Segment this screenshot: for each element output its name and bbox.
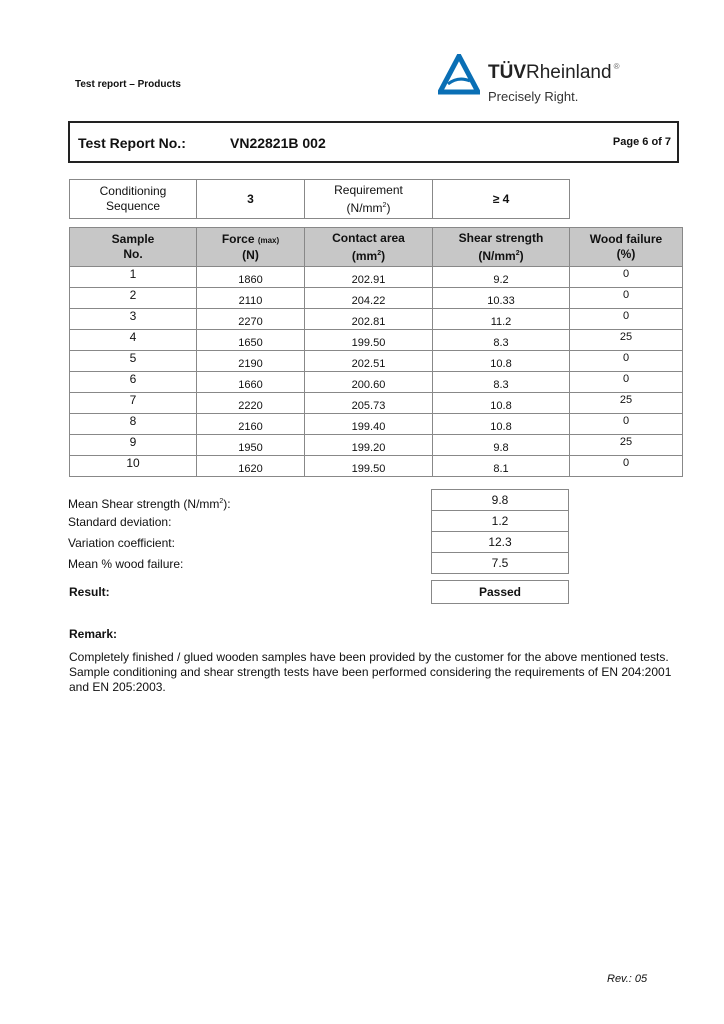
result-table — [431, 580, 569, 604]
header-force: Force (max) (N) — [197, 228, 305, 267]
cell-text: 5 — [129, 351, 137, 365]
header-contact-area: Contact area $(mm^2)$ — [305, 228, 433, 267]
table-row — [70, 309, 683, 330]
cell-text: 199.50 — [351, 337, 386, 349]
cell-text: 10.33 — [487, 295, 515, 307]
document-type: Test report – Products — [75, 79, 181, 90]
cell-contact-area — [305, 456, 433, 477]
cell-text: 3 — [129, 309, 137, 323]
variation-coefficient-label: Variation coefficient: — [68, 536, 175, 550]
result-label: Result: — [69, 585, 110, 599]
cell-wood-failure — [570, 435, 683, 456]
cell-text: 0 — [622, 352, 630, 364]
cell-shear-strength — [433, 351, 570, 372]
cell-text: 202.91 — [351, 274, 386, 286]
cell-text: 1860 — [238, 274, 263, 286]
brand-tagline: Precisely Right. — [488, 89, 579, 104]
cell-contact-area — [305, 330, 433, 351]
report-number-label: Test Report No.: — [78, 135, 186, 151]
cell-text: 8.3 — [493, 379, 509, 391]
result-value: Passed — [432, 581, 569, 604]
cell-wood-failure — [570, 456, 683, 477]
cell-text: 0 — [622, 289, 630, 301]
cell-contact-area — [305, 393, 433, 414]
header-sample-no: Sample No. — [70, 228, 197, 267]
table-row — [70, 267, 683, 288]
cell-wood-failure — [570, 414, 683, 435]
triangle-logo-icon — [438, 54, 480, 96]
cell-force — [197, 456, 305, 477]
statistics-labels — [68, 491, 231, 575]
cell-text: 10.8 — [490, 400, 512, 412]
requirement-label: Requirement $(N/mm^2)$ — [305, 180, 433, 219]
cell-text: 10.8 — [490, 358, 512, 370]
cell-text: 202.51 — [351, 358, 386, 370]
cell-text: 199.40 — [351, 421, 386, 433]
cell-contact-area — [305, 351, 433, 372]
remark-text: Completely finished / glued wooden samples have been provided by the customer for the above mentioned tests. Sample conditioning and shear strength tests have been performed considering the requirements of EN 204:2001 and EN 205:2003. — [69, 650, 672, 694]
cell-text: 204.22 — [351, 295, 386, 307]
cell-force — [197, 309, 305, 330]
cell-contact-area — [305, 288, 433, 309]
remark-title: Remark: — [69, 627, 118, 641]
cell-force — [197, 288, 305, 309]
cell-force — [197, 372, 305, 393]
cell-text: 1620 — [238, 463, 263, 475]
cell-sample-no — [70, 456, 197, 477]
cell-force — [197, 393, 305, 414]
cell-sample-no — [70, 267, 197, 288]
cell-text: 0 — [622, 415, 630, 427]
cell-force — [197, 267, 305, 288]
header-shear-strength: Shear strength $(N/mm^2)$ — [433, 228, 570, 267]
cell-text: 11.2 — [490, 316, 512, 328]
cell-text: 1650 — [238, 337, 263, 349]
variation-coefficient-value: 12.3 — [432, 532, 569, 553]
cell-contact-area — [305, 267, 433, 288]
cell-shear-strength — [433, 414, 570, 435]
cell-text: 10 — [126, 456, 140, 470]
cell-text: 0 — [622, 310, 630, 322]
cell-text: 4 — [129, 330, 137, 344]
shear-results-table — [69, 227, 683, 477]
cell-text: 25 — [619, 436, 633, 448]
cell-shear-strength — [433, 267, 570, 288]
cell-sample-no — [70, 393, 197, 414]
page-number: Page 6 of 7 — [612, 136, 671, 148]
table-row — [70, 372, 683, 393]
cell-text: 25 — [619, 331, 633, 343]
cell-text: 2160 — [238, 421, 263, 433]
table-row — [70, 435, 683, 456]
cell-force — [197, 435, 305, 456]
table-row — [70, 330, 683, 351]
cell-text: 0 — [622, 268, 630, 280]
statistics-values-table — [431, 489, 569, 574]
cell-contact-area — [305, 372, 433, 393]
cell-wood-failure — [570, 393, 683, 414]
cell-shear-strength — [433, 456, 570, 477]
cell-text: 199.50 — [351, 463, 386, 475]
cell-text: 25 — [619, 394, 633, 406]
cell-text: 200.60 — [351, 379, 386, 391]
cell-text: 9.8 — [493, 442, 509, 454]
conditioning-table — [69, 179, 570, 219]
cell-text: 9.2 — [493, 274, 509, 286]
cell-text: 202.81 — [351, 316, 386, 328]
table-row — [70, 393, 683, 414]
cell-text: 7 — [129, 393, 137, 407]
cell-force — [197, 351, 305, 372]
requirement-value: ≥ 4 — [433, 180, 570, 219]
cell-contact-area — [305, 435, 433, 456]
conditioning-value: 3 — [197, 180, 305, 219]
cell-text: 199.20 — [351, 442, 386, 454]
report-header-box — [68, 121, 679, 163]
cell-shear-strength — [433, 435, 570, 456]
cell-text: 8.1 — [493, 463, 509, 475]
brand-name: TÜVRheinland ® — [488, 62, 620, 83]
cell-sample-no — [70, 435, 197, 456]
cell-text: 0 — [622, 457, 630, 469]
cell-wood-failure — [570, 372, 683, 393]
cell-text: 1 — [129, 267, 137, 281]
table-row — [70, 351, 683, 372]
cell-text: 1660 — [238, 379, 263, 391]
conditioning-label: Conditioning Sequence — [70, 180, 197, 219]
table-header-row — [70, 228, 683, 267]
cell-contact-area — [305, 309, 433, 330]
cell-wood-failure — [570, 351, 683, 372]
cell-wood-failure — [570, 288, 683, 309]
cell-wood-failure — [570, 330, 683, 351]
cell-text: 6 — [129, 372, 137, 386]
cell-text: 10.8 — [490, 421, 512, 433]
cell-shear-strength — [433, 288, 570, 309]
mean-shear-value: 9.8 — [432, 490, 569, 511]
revision-number: Rev.: 05 — [607, 973, 648, 985]
cell-force — [197, 330, 305, 351]
table-row — [70, 288, 683, 309]
cell-shear-strength — [433, 330, 570, 351]
cell-text: 2220 — [238, 400, 263, 412]
cell-text: 1950 — [238, 442, 263, 454]
mean-wood-failure-label: Mean % wood failure: — [68, 557, 184, 571]
cell-sample-no — [70, 414, 197, 435]
std-deviation-label: Standard deviation: — [68, 515, 172, 529]
std-deviation-value: 1.2 — [432, 511, 569, 532]
cell-shear-strength — [433, 372, 570, 393]
cell-text: 2 — [129, 288, 137, 302]
report-number: VN22821B 002 — [230, 135, 326, 151]
cell-text: 205.73 — [351, 400, 386, 412]
cell-text: 8 — [129, 414, 137, 428]
cell-wood-failure — [570, 309, 683, 330]
cell-sample-no — [70, 288, 197, 309]
cell-contact-area — [305, 414, 433, 435]
table-row — [70, 456, 683, 477]
cell-text: 2110 — [238, 295, 263, 307]
cell-text: 2190 — [238, 358, 263, 370]
cell-text: 2270 — [238, 316, 263, 328]
cell-sample-no — [70, 330, 197, 351]
header-wood-failure: Wood failure (%) — [570, 228, 683, 267]
cell-shear-strength — [433, 393, 570, 414]
cell-force — [197, 414, 305, 435]
mean-wood-failure-value: 7.5 — [432, 553, 569, 574]
cell-shear-strength — [433, 309, 570, 330]
cell-sample-no — [70, 351, 197, 372]
mean-shear-label: Mean Shear strength $(N/mm^2)$: — [68, 497, 231, 511]
tuv-logo — [438, 52, 653, 108]
cell-text: 0 — [622, 373, 630, 385]
cell-sample-no — [70, 372, 197, 393]
table-row — [70, 414, 683, 435]
cell-sample-no — [70, 309, 197, 330]
cell-wood-failure — [570, 267, 683, 288]
cell-text: 9 — [129, 435, 137, 449]
cell-text: 8.3 — [493, 337, 509, 349]
